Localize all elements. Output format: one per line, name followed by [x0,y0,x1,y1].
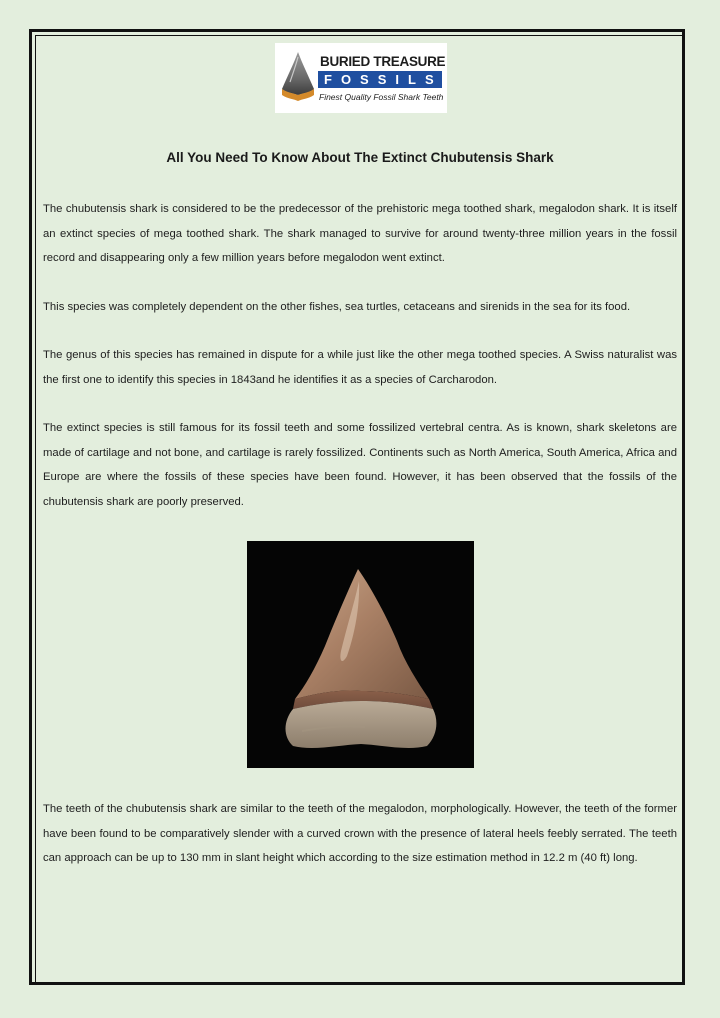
paragraph-2: This species was completely dependent on the other fishes, sea turtles, cetaceans and sirenids in the sea for its food. [43,301,631,313]
paragraph-1: The chubutensis shark is considered to be the predecessor of the prehistoric mega toothed shark, megalodon shark. It is itself an extinct species of mega toothed shark. The shark managed to survive for around twenty-three million years in the fossil record and disappearing only a few million years before megalodon went extinct. [43,203,677,264]
article-title: All You Need To Know About The Extinct Chubutensis Shark [166,150,554,165]
company-logo [275,43,447,113]
logo-text-line1: BURIED TREASURE [320,54,446,69]
logo-text-line2: FOSSILS [324,72,443,87]
paragraph-5: The teeth of the chubutensis shark are similar to the teeth of the megalodon, morphologically. However, the teeth of the former have been found to be comparatively slender with a curved crown with the presence of lateral heels feebly serrated. The teeth can approach can be up to 130 mm in slant height which according to the size estimation method in 12.2 m (40 ft) long. [43,803,677,864]
shark-tooth-logo-icon [279,49,317,107]
logo-tagline: Finest Quality Fossil Shark Teeth [319,92,444,102]
paragraph-3: The genus of this species has remained in dispute for a while just like the other mega toothed species. A Swiss naturalist was the first one to identify this species in 1843and he identifies it as a species of Carcharodon. [43,349,677,386]
shark-tooth-photo [247,541,474,768]
paragraph-4: The extinct species is still famous for its fossil teeth and some fossilized vertebral centra. As is known, shark skeletons are made of cartilage and not bone, and cartilage is rarely fossilized. Continents such as North America, South America, Africa and Europe are where the fossils of these species have been found. However, it has been observed that the fossils of the chubutensis shark are poorly preserved. [43,422,677,508]
